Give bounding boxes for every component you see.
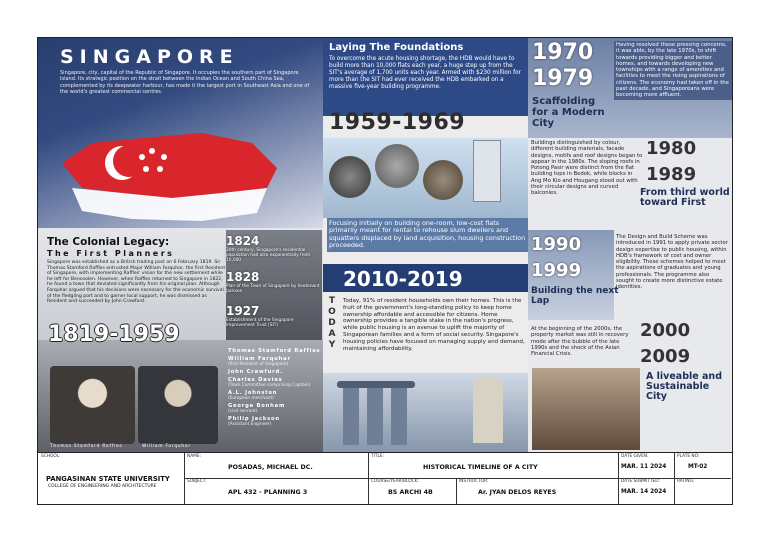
person-role: (Town Committee comprising Captain) bbox=[228, 383, 311, 388]
year-1990: 1990 bbox=[531, 234, 582, 255]
middle-column bbox=[323, 38, 528, 452]
school-cell bbox=[38, 453, 185, 505]
skypark bbox=[337, 381, 415, 388]
year-1979: 1979 bbox=[532, 66, 594, 91]
subject-label: SUBJECT: bbox=[187, 479, 207, 484]
instructor-label: INSTRUCTOR: bbox=[459, 479, 489, 484]
person-role: (Assistant Engineer) bbox=[228, 422, 272, 427]
date-given-label: DATE GIVEN: bbox=[621, 454, 649, 459]
year-2009: 2009 bbox=[640, 346, 691, 367]
heading-1980s: From third world toward First bbox=[640, 187, 730, 208]
singapore-description: Singapore, city, capital of the Republic of Singapore. It occupies the southern part of Singapore Island. Its strategic position on the strait between the Indian Ocean and South China Sea, complemented by its deepwater harbour, has made it the largest port in Southeast Asia and one of the world's greatest commercial centres. bbox=[60, 70, 310, 95]
course: BS ARCHI 4B bbox=[388, 489, 433, 496]
date-submitted: MAR. 14 2024 bbox=[621, 489, 667, 495]
colonial-heading: The Colonial Legacy: bbox=[47, 236, 170, 248]
year-1980: 1980 bbox=[646, 138, 697, 159]
merlion bbox=[473, 377, 503, 443]
plate-title: HISTORICAL TIMELINE OF A CITY bbox=[423, 464, 538, 471]
laying-heading: Laying The Foundations bbox=[329, 42, 464, 53]
tower bbox=[367, 387, 383, 445]
tower bbox=[343, 387, 359, 445]
instructor: Ar. JYAN DELOS REYES bbox=[478, 489, 557, 496]
page-title: SINGAPORE bbox=[60, 46, 239, 68]
photo-circle bbox=[423, 160, 463, 200]
hdb-block-photo bbox=[473, 140, 501, 202]
school-name: PANGASINAN STATE UNIVERSITY bbox=[46, 475, 170, 483]
photo-circle bbox=[375, 144, 419, 188]
colonial-year-1828 bbox=[226, 270, 321, 294]
college-name: COLLEGE OF ENGINEERING AND ARCHITECTURE bbox=[48, 484, 157, 489]
course-cell bbox=[368, 478, 457, 504]
text-1970s: Having resolved these pressing concerns, it was able, by the late 1970s, to shift towards providing bigger and better homes, and towards developing new townships with a range of amenities and facilities to meet the rising aspirations of citizens. The economy had taken off in the past decade, and Singaporeans were becoming more affluent. bbox=[614, 41, 732, 100]
date-submitted-label: DATE SUBMITTED: bbox=[621, 479, 660, 484]
year-1970: 1970 bbox=[532, 40, 594, 65]
person-name: Philip Jackson bbox=[228, 416, 280, 422]
year-description: 20th century, Singapore's residential population had also exponentially from 10,000 bbox=[226, 248, 311, 263]
today-text: Today, 91% of resident households own their homes. This is the fruit of the government's long-standing policy to keep home ownership affordable and accessible for citizens. Home ownership provides a tangible stake in the nation's progress, while public housing is an avenue to uplift the majority of Singaporean families and a form of social security. Singapore's housing policies have focused on managing supply and demand, maintaining affordability. bbox=[343, 298, 525, 352]
year-1989: 1989 bbox=[646, 164, 697, 185]
person-name: George Bonham bbox=[228, 403, 286, 409]
text-1980s: Buildings distinguished by colour, different building materials, facade designs, motifs and roof designs began to appear in the 1980s. The sloping roofs in Potong Pasir were distinct from the flat building tops in Bedok, while blocks in Ang Mo Kio and Hougang stood out with their circular designs and curved balconies. bbox=[531, 140, 643, 197]
course-label: COURSE/YEAR/BLOCK: bbox=[371, 479, 419, 484]
range-1819-1959: 1819-1959 bbox=[48, 322, 180, 347]
range-1959-1969: 1959-1969 bbox=[329, 110, 466, 135]
person-role: (European merchant) bbox=[228, 396, 274, 401]
year-1999: 1999 bbox=[531, 260, 582, 281]
person-name: Charles Davies bbox=[228, 377, 283, 383]
title-label: TITLE: bbox=[371, 454, 385, 459]
plate-label: PLATE NO: bbox=[677, 454, 700, 459]
pinnacle-photo bbox=[532, 368, 640, 450]
today-label bbox=[326, 296, 338, 351]
laying-text: To overcome the acute housing shortage, the HDB would have to build more than 10,000 flats each year, a huge step up from the SIT's average of 1,700 units each year. Armed with $230 million for more than the SIT had ever received the HDB embarked on a massive five-year building programme. bbox=[329, 56, 521, 90]
name-cell bbox=[184, 453, 369, 479]
year-label: 1927 bbox=[226, 304, 260, 318]
year-description: Plan of the Town of Singapore by lieutenant Jackson bbox=[226, 284, 320, 294]
heading-1990s: Building the next Lap bbox=[531, 286, 619, 306]
title-block bbox=[38, 452, 732, 505]
tower bbox=[391, 387, 407, 445]
student-name: POSADAS, MICHAEL DC. bbox=[228, 464, 313, 471]
text-1990s: The Design and Build Scheme was introduced in 1991 to apply private sector design expertise to public housing, within HDB's framework of cost and owner eligibility. These schemes helped to meet the aspirations of graduates and young professionals. The programme also sought to create more distinctive estate identities. bbox=[616, 234, 728, 291]
hdb-photo-strip bbox=[323, 138, 528, 218]
person-name: William Farquhar bbox=[228, 356, 291, 362]
raffles-portrait bbox=[50, 366, 135, 444]
plate-cell bbox=[674, 453, 731, 479]
colonial-subheading: The First Planners bbox=[47, 249, 175, 258]
colonial-text: Singapore was established as a British trading post on 6 February 1819. Sir Thomas Stamford Raffles entrusted Major William Farquhar, the first Resident of Singapore, with implementing Raffles' vision for the new settlement while he left for Bencoolen. However, when Raffles returned to Singapore in 1822, he found a town that deviated significantly from his original plan. Although Farquhar argued that his decisions were necessary for the economic survival of the fledgling port and to garner local support, he was dismissed as Resident and succeeded by John Crawfurd. bbox=[47, 260, 226, 305]
singapore-intro-panel bbox=[38, 38, 323, 228]
date-given-cell bbox=[618, 453, 675, 479]
heading-2000s: A liveable and Sustainable City bbox=[646, 371, 722, 402]
planners-list bbox=[228, 346, 323, 427]
year-label: 1824 bbox=[226, 234, 260, 248]
singapore-flag-map bbox=[52, 123, 282, 223]
farquhar-caption: William Farquhar bbox=[142, 444, 191, 449]
photo-circle bbox=[329, 156, 371, 198]
marina-skyline-photo bbox=[323, 373, 528, 452]
heading-1970s: Scaffolding for a Modern City bbox=[532, 96, 605, 129]
colonial-year-1927 bbox=[226, 304, 321, 328]
subject: APL 432 - PLANNING 3 bbox=[228, 489, 308, 496]
subject-cell bbox=[184, 478, 369, 504]
timeline-sheet bbox=[37, 37, 733, 505]
school-label: SCHOOL: bbox=[41, 454, 61, 459]
person-role: (civil servant) bbox=[228, 409, 258, 414]
raffles-caption: Thomas Stamford Raffles bbox=[50, 444, 123, 449]
text-2000s: At the beginning of the 2000s, the property market was still in recovery mode after the bubble of the late 1990s and the shock of the Asian Financial Crisis. bbox=[531, 326, 629, 358]
name-label: NAME: bbox=[187, 454, 202, 459]
year-description: Establishment of the Singapore Improvement Trust (SIT) bbox=[226, 318, 294, 328]
date-submitted-cell bbox=[618, 478, 675, 504]
today-word: T O D A Y bbox=[328, 296, 336, 350]
title-cell bbox=[368, 453, 619, 479]
range-2010-2019: 2010-2019 bbox=[343, 267, 463, 291]
focus-text: Focusing initially on building one-room, low-cost flats primarily meant for rental to rehouse slum dwellers and squatters displaced by land acquisition, housing construction proceeded. bbox=[327, 218, 528, 252]
farquhar-portrait bbox=[138, 366, 218, 444]
plate-number: MT-02 bbox=[688, 464, 708, 470]
person-name: John Crawfurd. bbox=[228, 369, 283, 375]
colonial-year-1824 bbox=[226, 234, 321, 263]
year-2000: 2000 bbox=[640, 320, 691, 341]
date-given: MAR. 11 2024 bbox=[621, 464, 667, 470]
person-name: A.L. Johnston bbox=[228, 390, 278, 396]
year-label: 1828 bbox=[226, 270, 260, 284]
rating-cell bbox=[674, 478, 731, 504]
instructor-cell bbox=[456, 478, 619, 504]
person-role: (first Resident of Singapore) bbox=[228, 362, 289, 367]
person-name: Thomas Stamford Raffles bbox=[228, 348, 321, 354]
right-column bbox=[528, 38, 732, 452]
rating-label: RATING: bbox=[677, 479, 695, 484]
